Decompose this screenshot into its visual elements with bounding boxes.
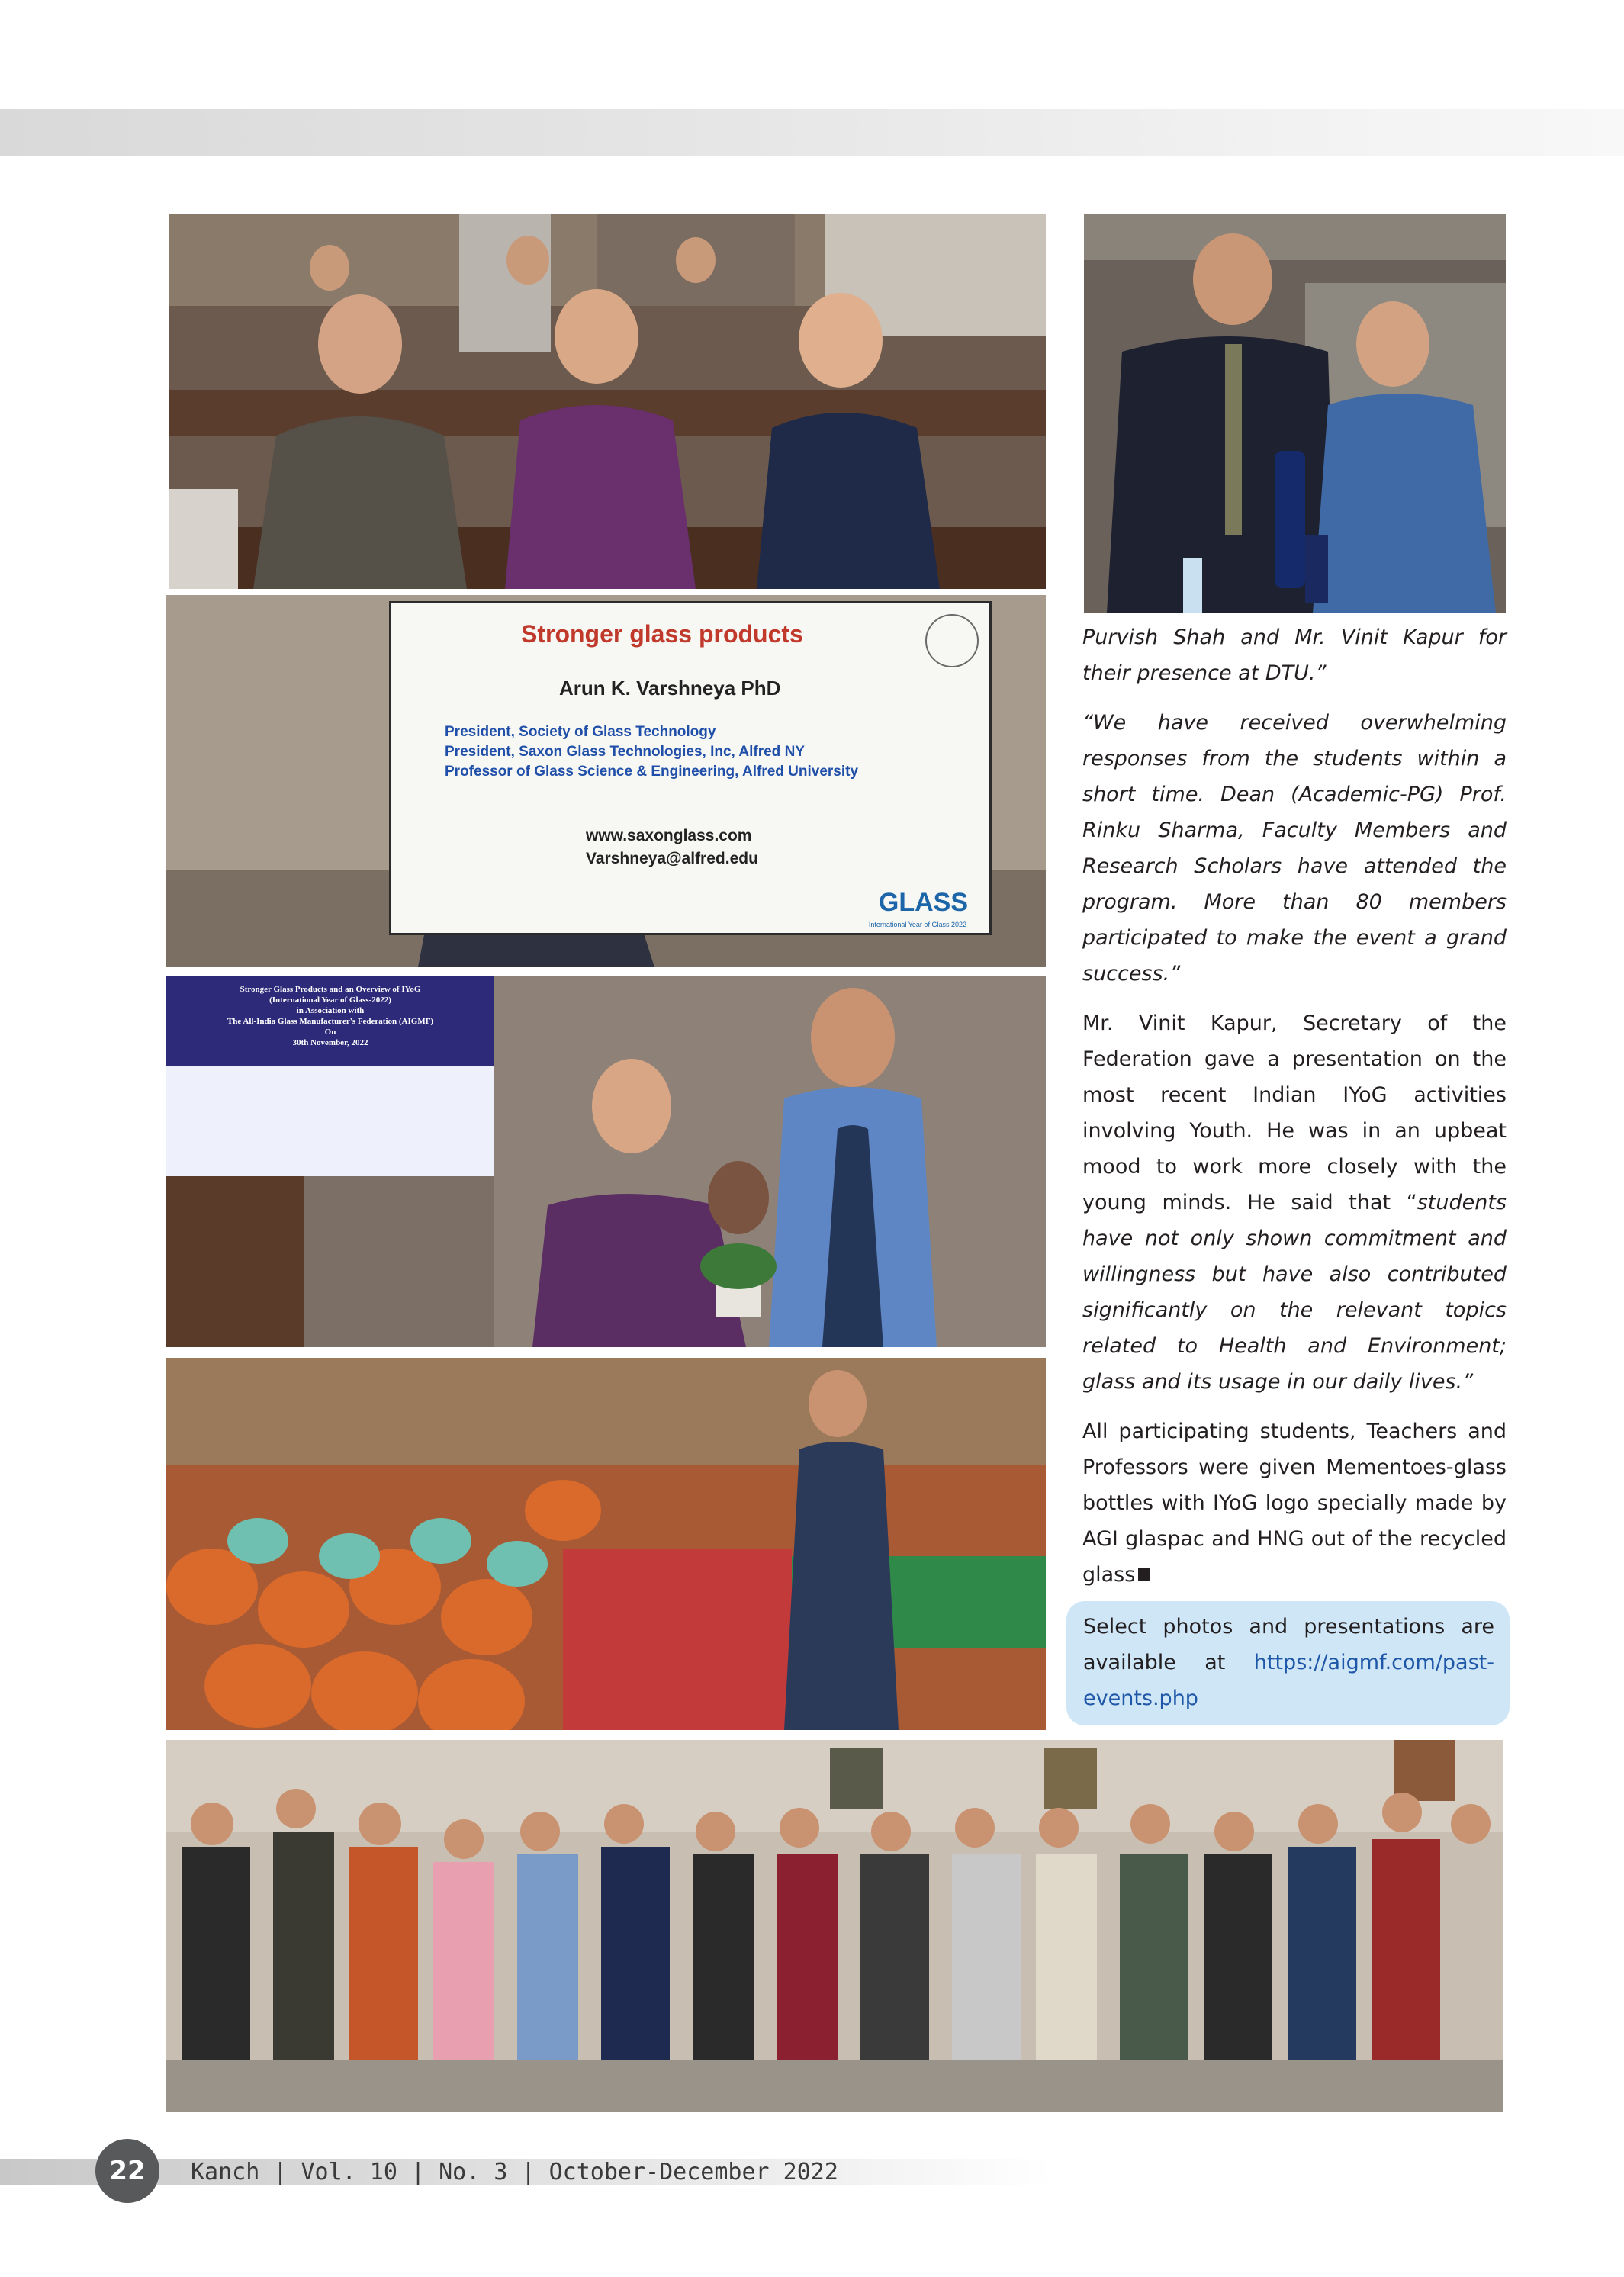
article-paragraph: Purvish Shah and Mr. Vinit Kapur for their presence at DTU.” [1082, 626, 1507, 685]
article-paragraph: Mr. Vinit Kapur, Secretary of the Federation gave a presentation on the most recent Indian IYoG activities involving Youth. He was in an upbeat mood to work more closely with the young minds. He said that “students have not only shown commitment and willingness but have also contributed significantly on the relevant topics related to Health and Environment; glass and its usage in our daily lives.” [1082, 1011, 1507, 1394]
article-text [1082, 619, 1507, 1606]
society-seal-icon [925, 614, 979, 667]
publication-info: Kanch | Vol. 10 | No. 3 | October-December 2022 [191, 2159, 838, 2185]
photo-women-at-desk [169, 214, 1046, 589]
iyog-glass-logo: GLASS [878, 888, 968, 917]
page-number: 22 [95, 2139, 159, 2203]
slide-contact: www.saxonglass.com Varshneya@alfred.edu [586, 827, 758, 867]
photo-group [166, 1740, 1503, 2112]
past-events-link[interactable]: https://aigmf.com/past-events.php [1083, 1651, 1494, 1710]
presentation-slide [389, 601, 992, 935]
photo-students-seated [166, 1358, 1046, 1730]
slide-author: Arun K. Varshneya PhD [559, 677, 781, 700]
photo-bottle-memento [1084, 214, 1506, 613]
speaker-icon [399, 608, 445, 654]
header-band [0, 109, 1624, 156]
article-paragraph: “We have received overwhelming responses from the students within a short time. Dean (Academic-PG) Prof. Rinku Sharma, Faculty Members and Research Scholars have attended the program. More than 80 members participated to make the event a grand success.” [1082, 711, 1507, 986]
photo-plant-presentation [166, 976, 1046, 1347]
slide-affiliations: President, Society of Glass Technology President, Saxon Glass Technologies, Inc, Alfred NY Professor of Glass Science & Engineering, Alfred University [445, 724, 859, 780]
article-paragraph: All participating students, Teachers and Professors were given Mementoes-glass bottles with IYoG logo specially made by AGI glaspac and HNG out of the recycled glass [1082, 1420, 1507, 1587]
end-of-article-icon [1138, 1568, 1150, 1581]
iyog-logo-subtitle: International Year of Glass 2022 [868, 921, 966, 928]
note-text: Select photos and presentations are available at [1083, 1615, 1494, 1674]
event-slide: Stronger Glass Products and an Overview of IYoG (International Year of Glass-2022) in Association with The All-India Glass Manufacturer's Federation (AIGMF) On 30th November, 2022 [166, 976, 494, 1176]
info-note [1066, 1601, 1510, 1725]
slide-title: Stronger glass products [521, 620, 803, 648]
photo-presenter-slide [166, 595, 1046, 967]
